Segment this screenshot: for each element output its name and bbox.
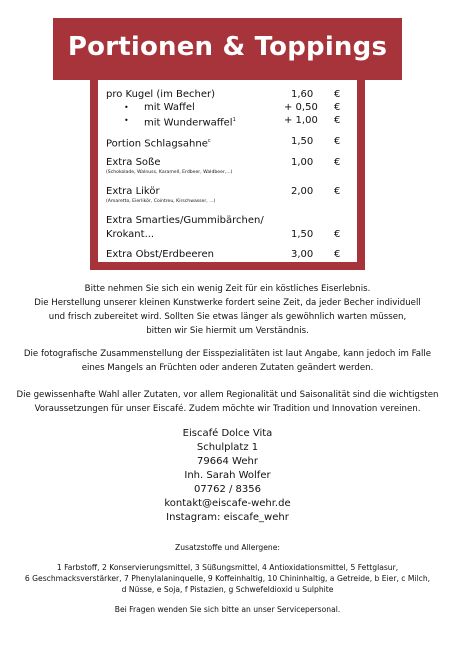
price-currency: € [334, 102, 341, 113]
bullet-icon: • [124, 116, 129, 125]
price-label: pro Kugel (im Becher) [106, 89, 216, 100]
allergen-mark: c [207, 138, 211, 144]
price-label: mit Waffel [144, 102, 195, 113]
allergen-mark: 1 [232, 117, 236, 123]
price-currency: € [334, 186, 341, 197]
price-label: Extra Soße [106, 157, 161, 168]
info-paragraph-ingredients: Die gewissenhafte Wahl aller Zutaten, vor allem Regionalität und Saisonalität sind die wichtigsten Voraussetzungen für unser Eiscafé. Zudem möchte wir Tradition und Innovation vereinen. [16, 390, 439, 414]
price-value: 3,00 [291, 249, 314, 260]
shop-owner: Inh. Sarah Wolfer [184, 470, 271, 481]
shop-name: Eiscafé Dolce Vita [182, 428, 273, 439]
price-value: + 1,00 [284, 115, 318, 126]
price-value: 1,50 [291, 136, 314, 147]
price-label: Extra Likör [106, 186, 160, 197]
shop-phone: 07762 / 8356 [194, 484, 261, 495]
additives-list: 1 Farbstoff, 2 Konservierungsmittel, 3 Süßungsmittel, 4 Antioxidationsmittel, 5 Fettglasur, 6 Geschmacksverstärker, 7 Phenylalaninquelle, 9 Koffeinhaltig, 10 Chininhaltig, a Getreide, b Eier, c Milch, d Nüsse, e Soja, f Pistazien, g Schwefeldioxid u Sulphite [24, 563, 431, 594]
price-currency: € [334, 115, 341, 126]
price-value: 1,00 [291, 157, 314, 168]
price-currency: € [334, 136, 341, 147]
price-label: Extra Smarties/Gummibärchen/ [106, 215, 264, 226]
price-currency: € [334, 229, 341, 240]
price-label: Portion Schlagsahne [106, 138, 208, 150]
price-label: mit Wunderwaffel [144, 117, 233, 129]
additives-title: Zusatzstoffe und Allergene: [175, 543, 280, 552]
bullet-icon: • [124, 103, 129, 112]
shop-instagram: Instagram: eiscafe_wehr [166, 512, 289, 523]
price-currency: € [334, 249, 341, 260]
info-paragraph-time: Bitte nehmen Sie sich ein wenig Zeit für ein köstliches Eiserlebnis. Die Herstellung unserer kleinen Kunstwerke fordert seine Zeit, da jeder Becher individuell und frisch zubereitet wird. Sollten Sie etwas länger als gewöhnlich warten müssen, bitten wir Sie hiermit um Verständnis. [34, 284, 421, 336]
footer-note: Bei Fragen wenden Sie sich bitte an unser Servicepersonal. [114, 605, 341, 614]
price-label: Krokant... [106, 229, 155, 240]
price-value: 2,00 [291, 186, 314, 197]
title-banner [53, 18, 402, 80]
shop-street: Schulplatz 1 [196, 442, 259, 453]
price-currency: € [334, 157, 341, 168]
price-value: + 0,50 [284, 102, 318, 113]
shop-email: kontakt@eiscafe-wehr.de [164, 498, 291, 509]
info-paragraph-photos: Die fotografische Zusammenstellung der Eisspezialitäten ist laut Angabe, kann jedoch im Falle eines Mangels an Früchten oder anderen Zutaten geändert werden. [23, 349, 432, 373]
price-list-frame [90, 80, 365, 270]
contact-block [0, 427, 455, 525]
shop-city: 79664 Wehr [197, 456, 258, 467]
price-currency: € [334, 89, 341, 100]
price-value: 1,60 [291, 89, 314, 100]
page-title: Portionen & Toppings [67, 32, 388, 62]
price-value: 1,50 [291, 229, 314, 240]
price-label: Extra Obst/Erdbeeren [106, 249, 214, 260]
price-list: pro Kugel (im Becher) 1,60 € • mit Waffel + 0,50 € • mit Wunderwaffel$^1$ + 1,00 € Portion Schlagsahne$^c$ 1,50 € Extra Soße 1,00 € (Schokolade, Walnuss, Karamell, Erdbeer, Waldbeer,...) Extra Likör 2,00 € (Amaretto, Eierlikör, Cointreu, Kirschwasser, ...) Extra Smarties/Gummibärchen/ Krokant... 1,50 € Extra Obst/Erdbeeren 3,00 € [98, 80, 357, 262]
